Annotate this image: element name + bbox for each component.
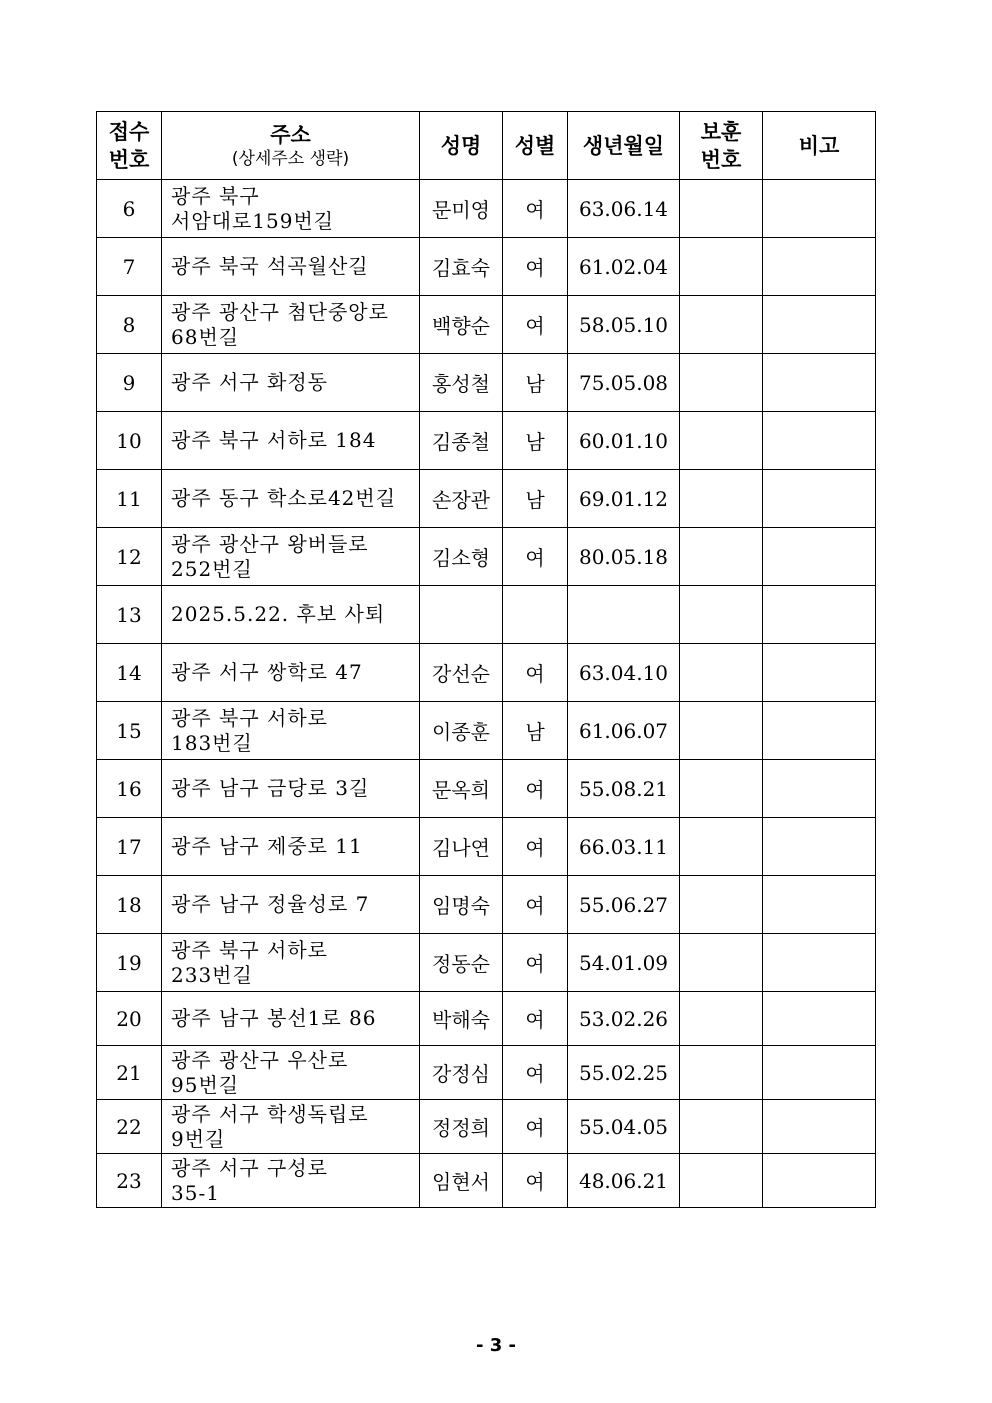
table-row [97, 992, 876, 1046]
cell-birth: 69.01.12 [568, 470, 680, 528]
cell-protect [680, 470, 763, 528]
cell-name: 김종철 [420, 412, 503, 470]
cell-remark [763, 528, 876, 586]
cell-birth: 48.06.21 [568, 1154, 680, 1208]
header-protect-line1: 보훈 [700, 119, 742, 144]
cell-number: 15 [97, 702, 162, 760]
cell-gender: 여 [503, 528, 568, 586]
cell-address [162, 644, 420, 702]
cell-number: 16 [97, 760, 162, 818]
cell-name: 문미영 [420, 180, 503, 238]
table-row [97, 818, 876, 876]
cell-number: 18 [97, 876, 162, 934]
table-row [97, 238, 876, 296]
cell-remark [763, 1154, 876, 1208]
cell-birth: 75.05.08 [568, 354, 680, 412]
cell-protect [680, 586, 763, 644]
address-line1: 광주 남구 봉선1로 86 [171, 1006, 377, 1030]
cell-protect [680, 412, 763, 470]
address-line1: 광주 북구 서하로 [171, 705, 328, 730]
cell-number: 23 [97, 1154, 162, 1208]
candidate-table [96, 111, 876, 1208]
cell-remark [763, 702, 876, 760]
cell-address [162, 412, 420, 470]
cell-address [162, 702, 420, 760]
address-line1: 광주 광산구 첨단중앙로 [171, 299, 389, 324]
cell-name: 이종훈 [420, 702, 503, 760]
cell-remark [763, 354, 876, 412]
address-line1: 광주 북구 서하로 [171, 937, 328, 962]
cell-gender: 남 [503, 702, 568, 760]
cell-gender: 여 [503, 1046, 568, 1100]
address-line1: 광주 남구 정율성로 7 [171, 892, 370, 916]
cell-protect [680, 1154, 763, 1208]
cell-birth: 61.02.04 [568, 238, 680, 296]
cell-number: 9 [97, 354, 162, 412]
cell-birth: 63.06.14 [568, 180, 680, 238]
table-row [97, 1046, 876, 1100]
cell-address [162, 760, 420, 818]
header-protect-line2: 번호 [700, 147, 742, 172]
cell-number: 8 [97, 296, 162, 354]
cell-address [162, 238, 420, 296]
cell-number: 14 [97, 644, 162, 702]
cell-name: 정정희 [420, 1100, 503, 1154]
address-line2: 233번길 [171, 962, 253, 987]
cell-address [162, 296, 420, 354]
address-line1: 광주 남구 제중로 11 [171, 834, 363, 858]
cell-gender: 여 [503, 1154, 568, 1208]
cell-name [420, 586, 503, 644]
cell-name: 정동순 [420, 934, 503, 992]
address-line2: 35-1 [171, 1180, 220, 1205]
cell-birth: 55.06.27 [568, 876, 680, 934]
cell-protect [680, 1100, 763, 1154]
cell-protect [680, 644, 763, 702]
cell-address [162, 1100, 420, 1154]
table-row [97, 760, 876, 818]
cell-gender: 여 [503, 934, 568, 992]
cell-protect [680, 702, 763, 760]
cell-protect [680, 528, 763, 586]
cell-gender: 남 [503, 354, 568, 412]
cell-address [162, 180, 420, 238]
address-line2: 95번길 [171, 1072, 240, 1097]
cell-remark [763, 296, 876, 354]
cell-name: 임현서 [420, 1154, 503, 1208]
cell-name: 백향순 [420, 296, 503, 354]
cell-protect [680, 296, 763, 354]
cell-protect [680, 238, 763, 296]
table-row [97, 1154, 876, 1208]
address-line1: 광주 서구 구성로 [171, 1155, 328, 1180]
cell-name: 문옥희 [420, 760, 503, 818]
address-line2: 68번길 [171, 324, 240, 349]
cell-remark [763, 818, 876, 876]
cell-protect [680, 760, 763, 818]
cell-remark [763, 644, 876, 702]
table-row [97, 354, 876, 412]
cell-birth: 63.04.10 [568, 644, 680, 702]
address-line1: 광주 서구 학생독립로 [171, 1101, 369, 1126]
cell-gender: 여 [503, 238, 568, 296]
cell-name: 임명숙 [420, 876, 503, 934]
cell-name: 김소형 [420, 528, 503, 586]
address-line1: 광주 남구 금당로 3길 [171, 776, 370, 800]
cell-remark [763, 1046, 876, 1100]
cell-gender [503, 586, 568, 644]
cell-remark [763, 992, 876, 1046]
cell-protect [680, 992, 763, 1046]
table-row [97, 876, 876, 934]
cell-gender: 여 [503, 644, 568, 702]
header-address [162, 112, 420, 180]
header-gender: 성별 [503, 112, 568, 180]
cell-remark [763, 876, 876, 934]
page-number: - 3 - [476, 1335, 516, 1356]
cell-address [162, 586, 420, 644]
cell-number: 7 [97, 238, 162, 296]
cell-remark [763, 1100, 876, 1154]
table-row [97, 586, 876, 644]
cell-address [162, 876, 420, 934]
cell-gender: 남 [503, 470, 568, 528]
cell-number: 6 [97, 180, 162, 238]
header-number-line2: 번호 [108, 147, 150, 172]
table-row [97, 528, 876, 586]
cell-protect [680, 180, 763, 238]
header-protect [680, 112, 763, 180]
header-remark: 비고 [763, 112, 876, 180]
address-line2: 252번길 [171, 556, 253, 581]
address-line1: 광주 북국 석곡월산길 [171, 254, 369, 278]
cell-birth: 80.05.18 [568, 528, 680, 586]
cell-gender: 여 [503, 180, 568, 238]
header-name: 성명 [420, 112, 503, 180]
header-birth: 생년월일 [568, 112, 680, 180]
table-row [97, 1100, 876, 1154]
cell-address [162, 354, 420, 412]
cell-gender: 여 [503, 876, 568, 934]
address-line2: 183번길 [171, 730, 253, 755]
cell-name: 강선순 [420, 644, 503, 702]
table-row [97, 180, 876, 238]
cell-name: 김나연 [420, 818, 503, 876]
cell-name: 김효숙 [420, 238, 503, 296]
cell-number: 22 [97, 1100, 162, 1154]
table-row [97, 412, 876, 470]
table-row [97, 702, 876, 760]
cell-name: 손장관 [420, 470, 503, 528]
cell-gender: 여 [503, 818, 568, 876]
cell-birth: 54.01.09 [568, 934, 680, 992]
cell-address [162, 528, 420, 586]
table-body [97, 180, 876, 1208]
cell-address [162, 818, 420, 876]
address-line1: 광주 북구 [171, 183, 260, 208]
cell-address [162, 470, 420, 528]
address-line1: 광주 북구 서하로 184 [171, 428, 377, 452]
cell-birth: 53.02.26 [568, 992, 680, 1046]
cell-address [162, 934, 420, 992]
header-address-note: (상세주소 생략) [231, 148, 350, 169]
cell-protect [680, 1046, 763, 1100]
cell-remark [763, 470, 876, 528]
cell-number: 21 [97, 1046, 162, 1100]
cell-address [162, 1154, 420, 1208]
cell-protect [680, 818, 763, 876]
cell-name: 박해숙 [420, 992, 503, 1046]
cell-number: 20 [97, 992, 162, 1046]
cell-number: 17 [97, 818, 162, 876]
address-line1: 광주 서구 쌍학로 47 [171, 660, 363, 684]
cell-gender: 남 [503, 412, 568, 470]
cell-gender: 여 [503, 992, 568, 1046]
cell-protect [680, 354, 763, 412]
cell-name: 홍성철 [420, 354, 503, 412]
cell-name: 강정심 [420, 1046, 503, 1100]
cell-protect [680, 934, 763, 992]
cell-remark [763, 586, 876, 644]
table-row [97, 644, 876, 702]
header-number-line1: 접수 [108, 119, 150, 144]
cell-number: 19 [97, 934, 162, 992]
cell-gender: 여 [503, 760, 568, 818]
header-row [97, 112, 876, 180]
cell-birth: 60.01.10 [568, 412, 680, 470]
header-address-title: 주소 [270, 122, 311, 147]
cell-gender: 여 [503, 1100, 568, 1154]
table-row [97, 296, 876, 354]
cell-remark [763, 934, 876, 992]
cell-number: 13 [97, 586, 162, 644]
cell-remark [763, 412, 876, 470]
cell-address [162, 992, 420, 1046]
table-row [97, 934, 876, 992]
address-line1: 광주 광산구 우산로 [171, 1047, 349, 1072]
cell-address [162, 1046, 420, 1100]
table-row [97, 470, 876, 528]
cell-number: 11 [97, 470, 162, 528]
address-line1: 2025.5.22. 후보 사퇴 [171, 602, 386, 626]
address-line2: 서암대로159번길 [171, 208, 335, 233]
cell-protect [680, 876, 763, 934]
cell-birth: 55.04.05 [568, 1100, 680, 1154]
cell-birth: 55.02.25 [568, 1046, 680, 1100]
cell-remark [763, 180, 876, 238]
cell-gender: 여 [503, 296, 568, 354]
cell-number: 12 [97, 528, 162, 586]
cell-birth: 55.08.21 [568, 760, 680, 818]
cell-birth: 66.03.11 [568, 818, 680, 876]
cell-birth: 61.06.07 [568, 702, 680, 760]
cell-birth: 58.05.10 [568, 296, 680, 354]
cell-remark [763, 238, 876, 296]
cell-birth [568, 586, 680, 644]
address-line1: 광주 광산구 왕버들로 [171, 531, 369, 556]
address-line1: 광주 서구 화정동 [171, 370, 328, 394]
address-line1: 광주 동구 학소로42번길 [171, 486, 397, 510]
cell-number: 10 [97, 412, 162, 470]
cell-remark [763, 760, 876, 818]
header-number [97, 112, 162, 180]
address-line2: 9번길 [171, 1126, 226, 1151]
